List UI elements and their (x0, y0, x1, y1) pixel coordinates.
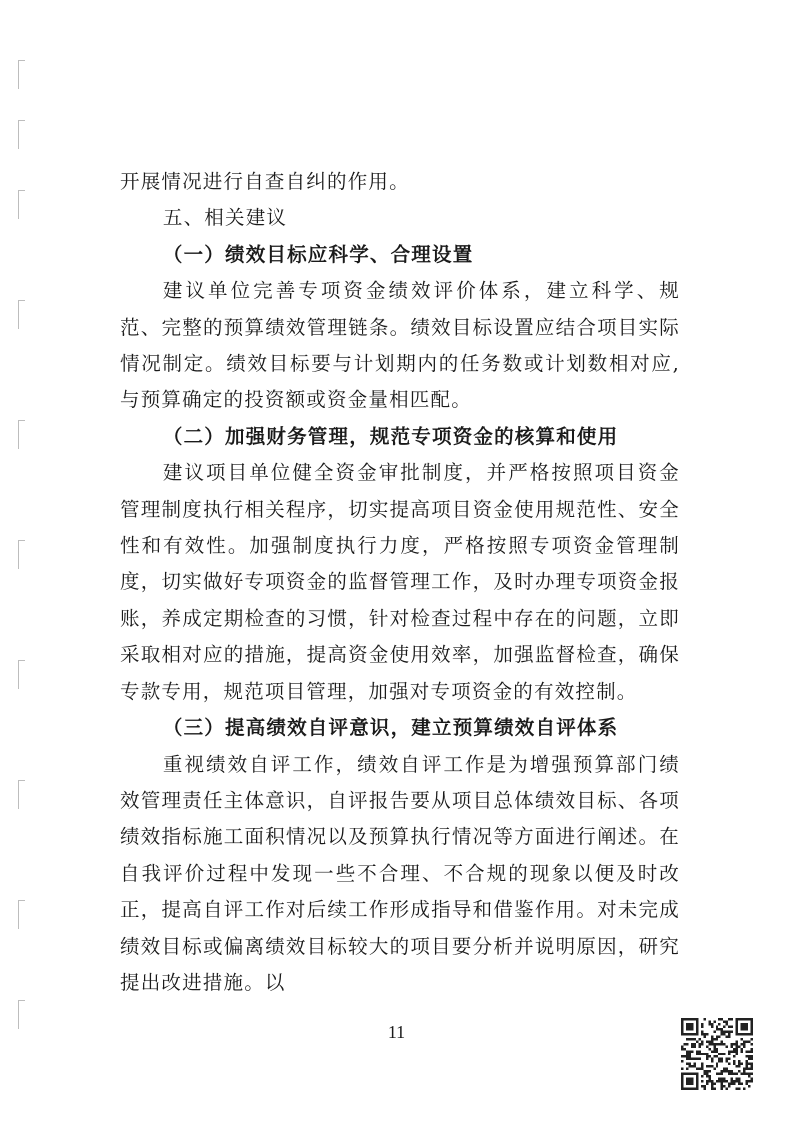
section-heading: 五、相关建议 (162, 206, 288, 230)
subsection-heading-2: （二）加强财务管理，规范专项资金的核算和使用 (162, 424, 619, 448)
document-body (120, 164, 680, 1001)
paragraph-2: 建议项目单位健全资金审批制度，并严格按照项目资金管理制度执行相关程序，切实提高项目资金使用规范性、安全性和有效性。加强制度执行力度，严格按照专项资金管理制度，切实做好专项资金的监督管理工作，及时办理专项资金报账，养成定期检查的习惯，针对检查过程中存在的问题，立即采取相对应的措施，提高资金使用效率，加强监督检查，确保专款专用，规范项目管理，加强对专项资金的有效控制。 (120, 461, 680, 703)
qr-code-icon (681, 1018, 753, 1090)
paragraph-continuation: 开展情况进行自查自纠的作用。 (120, 170, 410, 193)
subsection-heading-1: （一）绩效目标应科学、合理设置 (162, 242, 474, 266)
binding-marks (18, 40, 24, 1080)
page-number: 11 (387, 1022, 406, 1042)
paragraph-3: 重视绩效自评工作，绩效自评工作是为增强预算部门绩效管理责任主体意识，自评报告要从项目总体绩效目标、各项绩效指标施工面积情况以及预算执行情况等方面进行阐述。在自我评价过程中发现一些不合理、不合规的现象以便及时改正，提高自评工作对后续工作形成指导和借鉴作用。对未完成绩效目标或偏离绩效目标较大的项目要分析并说明原因，研究提出改进措施。以 (120, 752, 680, 994)
subsection-heading-3: （三）提高绩效自评意识，建立预算绩效自评体系 (162, 716, 619, 740)
paragraph-1: 建议单位完善专项资金绩效评价体系，建立科学、规范、完整的预算绩效管理链条。绩效目标设置应结合项目实际情况制定。绩效目标要与计划期内的任务数或计划数相对应,与预算确定的投资额或资金量相匹配。 (120, 279, 680, 412)
